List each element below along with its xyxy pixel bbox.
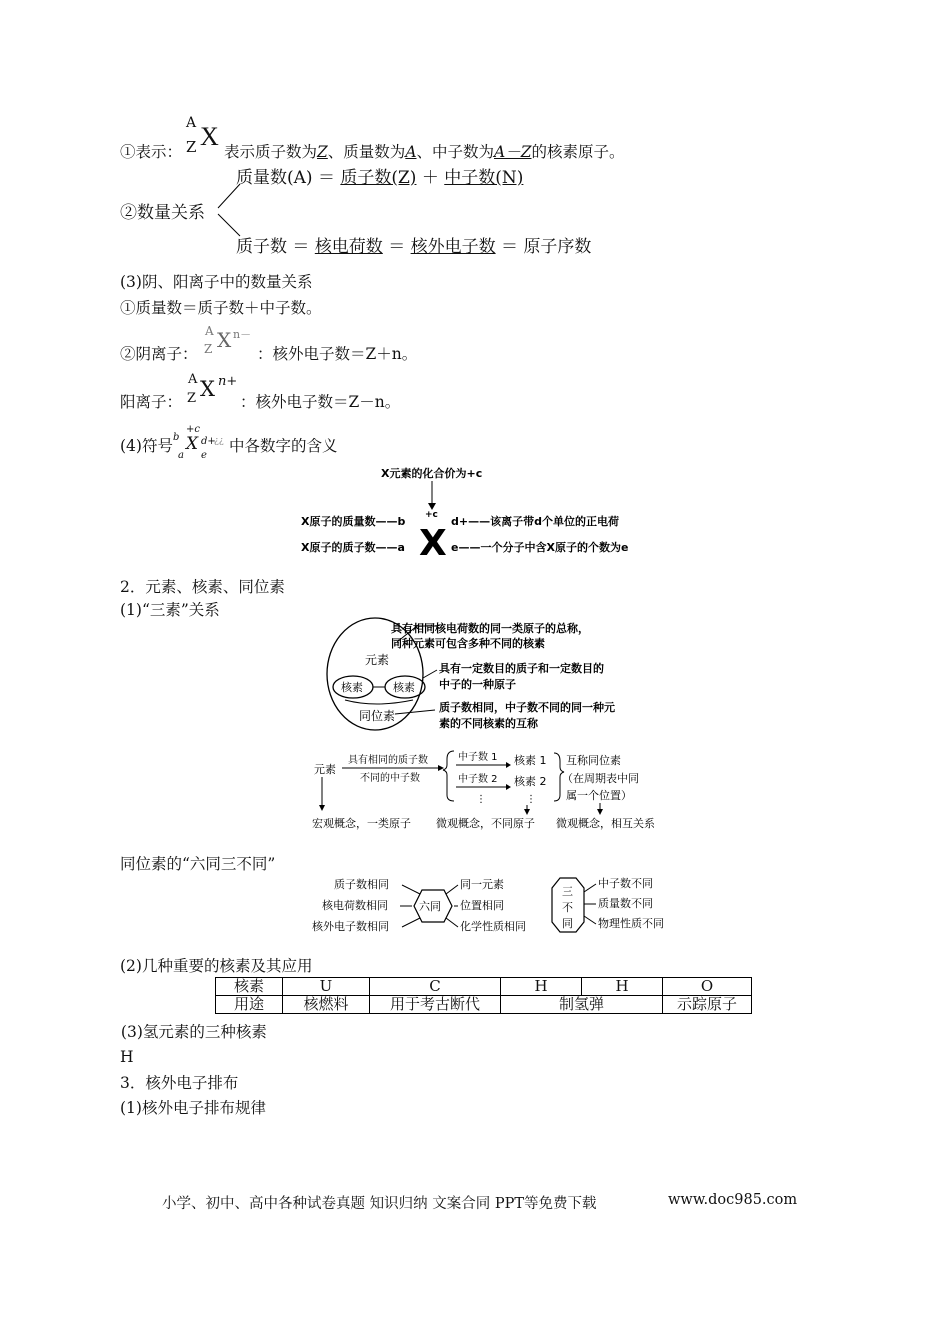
table-cell: 制氢弹 (501, 996, 663, 1014)
flow-neutron-1: 中子数 1 (458, 752, 498, 763)
neutron-number: 中子数(N) (444, 168, 524, 188)
a-underlined: A (405, 143, 417, 161)
footer-text: 小学、初中、高中各种试卷真题 知识归纳 文案合同 PPT等免费下载 (162, 1196, 597, 1212)
sym-b: b (173, 432, 180, 443)
anion-charge: n－ (233, 328, 252, 341)
six-right-3: 化学性质相同 (460, 920, 526, 933)
diff-3: 物理性质不同 (598, 917, 664, 930)
fig-x: X (419, 523, 447, 563)
charge-note: d+——该离子带d个单位的正电荷 (451, 515, 619, 528)
table-cell: H (582, 978, 663, 996)
cation-text: ：核外电子数＝Z－n。 (240, 393, 401, 411)
flow-concept-3: 微观概念，相互关系 (556, 817, 655, 830)
flow-arrow-bottom: 不同的中子数 (360, 773, 420, 784)
table-cell: C (370, 978, 501, 996)
isotope-flow-diagram (310, 745, 680, 835)
three-char-2: 不 (562, 901, 573, 914)
table-cell: 用途 (216, 996, 283, 1014)
proton-number: 质子数(Z) (340, 168, 417, 188)
flow-concept-1: 宏观概念，一类原子 (312, 817, 411, 830)
hydrogen-heading: (3)氢元素的三种核素 (116, 1023, 267, 1041)
six-left-1: 质子数相同 (334, 878, 389, 891)
note-isotope-2: 素的不同核素的互称 (439, 717, 538, 730)
table-row (216, 996, 752, 1014)
anion-mass: A (205, 324, 214, 338)
section-3-heading: 3．核外电子排布 (120, 1074, 239, 1092)
proton-relation (236, 232, 591, 257)
represent-label: ①表示： (120, 143, 183, 161)
valence-note: X元素的化合价为+c (381, 467, 483, 480)
nuclear-charge: 核电荷数 (314, 237, 383, 257)
venn-nuclide-2: 核素 (393, 681, 415, 694)
quantity-relation-label: ②数量关系 (120, 203, 205, 223)
table-cell: 示踪原子 (663, 996, 752, 1014)
flow-nuclide-1: 核素 1 (514, 754, 547, 767)
text-part: 、中子数为 (416, 143, 495, 161)
note-isotope-1: 质子数相同，中子数不同的同一种元 (439, 701, 615, 714)
electron-number: 核外电子数 (410, 237, 496, 257)
equals: ＝ (292, 237, 310, 257)
six-same-label: 六同 (419, 900, 441, 913)
sym-c: +c (186, 424, 200, 435)
sym-x: X (186, 434, 199, 454)
flow-arrow-top: 具有相同的质子数 (348, 755, 428, 766)
z-underlined: Z (317, 143, 328, 161)
sym-e: e (201, 450, 207, 461)
cation-label: 阳离子： (120, 393, 183, 411)
three-char-3: 同 (562, 917, 573, 930)
flow-isotope-2: （在周期表中同 (562, 772, 639, 785)
six-left-2: 核电荷数相同 (322, 899, 388, 912)
diff-2: 质量数不同 (598, 897, 653, 910)
symbol-x: X (200, 122, 219, 151)
proton-number: 质子数 (236, 237, 287, 257)
represent-text (224, 142, 625, 162)
section-2-heading: 2．元素、核素、同位素 (120, 578, 285, 596)
cation-mass: A (188, 372, 198, 387)
note-element-1: 具有相同核电荷数的同一类原子的总称， (391, 622, 589, 635)
text-part: 表示质子数为 (224, 143, 318, 161)
symbol-atomic-number: Z (186, 138, 197, 156)
equals: ＝ (317, 168, 335, 188)
nuclide-application-heading: (2)几种重要的核素及其应用 (120, 957, 313, 975)
table-row (216, 978, 752, 996)
six-three-diagram (310, 870, 680, 940)
a-minus-z-underlined: A－Z (494, 143, 532, 161)
flow-neutron-2: 中子数 2 (458, 774, 498, 785)
anion-z: Z (204, 342, 213, 356)
flow-dots-2: ⋮ (526, 794, 536, 805)
sym-d: d+ (201, 436, 216, 447)
note-element-2: 同种元素可包含多种不同的核素 (391, 637, 545, 650)
flow-element: 元素 (314, 763, 336, 776)
text-part: 的核素原子。 (531, 143, 625, 161)
hydrogen-symbol: H (120, 1048, 134, 1066)
text-part: 、质量数为 (327, 143, 406, 161)
diff-1: 中子数不同 (598, 877, 653, 890)
three-elements-heading: (1)“三素”关系 (120, 601, 220, 619)
line-represent (120, 142, 182, 162)
table-cell: 核素 (216, 978, 283, 996)
flow-isotope-1: 互称同位素 (566, 754, 621, 767)
nuclide-table (215, 977, 752, 1014)
mass-number: 质量数(A) (236, 168, 313, 188)
fig-c: +c (425, 510, 438, 520)
cation-z: Z (187, 391, 197, 406)
flow-concept-2: 微观概念，不同原子 (436, 817, 535, 830)
three-char-1: 三 (562, 885, 573, 898)
table-cell: H (501, 978, 582, 996)
ion-heading: (3)阴、阳离子中的数量关系 (120, 273, 313, 291)
table-cell: 核燃料 (283, 996, 370, 1014)
equals: ＝ (501, 237, 519, 257)
cation-x: X (200, 377, 215, 401)
three-elements-venn (325, 612, 665, 737)
six-three-heading: 同位素的“六同三不同” (120, 855, 276, 873)
plus: ＋ (421, 168, 439, 188)
flow-dots-1: ⋮ (476, 794, 486, 805)
mass-relation (236, 163, 523, 188)
table-cell: U (283, 978, 370, 996)
sym-a: a (178, 450, 184, 461)
symbol-meaning-figure (295, 463, 655, 563)
six-left-3: 核外电子数相同 (312, 920, 389, 933)
atomic-number: 原子序数 (523, 237, 592, 257)
mass-equation: ①质量数＝质子数＋中子数。 (120, 299, 322, 317)
flow-nuclide-2: 核素 2 (514, 775, 547, 788)
symbol-mass-number: A (186, 115, 197, 131)
note-nuclide-1: 具有一定数目的质子和一定数目的 (439, 662, 604, 675)
anion-text: ：核外电子数＝Z＋n。 (257, 345, 418, 363)
flow-isotope-3: 属一个位置） (566, 789, 632, 802)
electron-rule-heading: (1)核外电子排布规律 (120, 1099, 266, 1117)
symbol-heading-prefix: (4)符号 (120, 437, 173, 455)
venn-element: 元素 (365, 653, 390, 667)
venn-isotope: 同位素 (359, 709, 396, 723)
count-note: e——一个分子中含X原子的个数为e (451, 541, 629, 554)
anion-x: X (217, 328, 232, 352)
cation-charge: n+ (218, 374, 238, 389)
proton-number-note: X原子的质子数——a (301, 541, 405, 554)
table-cell: O (663, 978, 752, 996)
mass-number-note: X原子的质量数——b (301, 515, 406, 528)
footer-link[interactable]: www.doc985.com (668, 1192, 798, 1208)
note-nuclide-2: 中子的一种原子 (439, 678, 516, 691)
symbol-heading-suffix: 中各数字的含义 (229, 437, 338, 455)
venn-nuclide-1: 核素 (341, 681, 363, 694)
sym-junk: ¿¿ (214, 436, 224, 446)
table-cell: 用于考古断代 (370, 996, 501, 1014)
branch-lines (214, 180, 244, 240)
anion-label: ②阴离子： (120, 345, 198, 363)
six-right-1: 同一元素 (460, 878, 504, 891)
equals: ＝ (388, 237, 406, 257)
six-right-2: 位置相同 (460, 899, 504, 912)
